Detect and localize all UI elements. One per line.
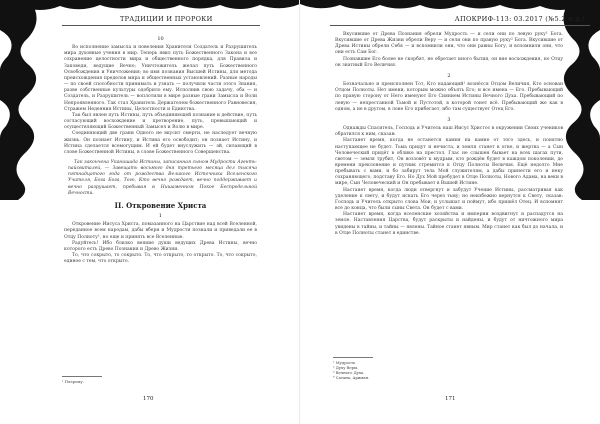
paragraph: Так был явлен путь Истины, путь объединяющей познание и действие, путь согласующий восхождение и претворение, путь, превышающий и осуществляющий Божественный Замысел и Волю в мире. [64,112,257,131]
right-text-column [335,32,563,237]
italic-colophon: Так закончена Уканишада Истины, записанная сыном Мудрости Агенть-пайсвиталей, — Завещать восьмого дня третьего месяца дел тысяча пятнадцатого года от рождества Великого Источника Вселенского Учителя, Бога Бога, Того, Кто вечно рождает, вечно поддерживает и вечно разрушает, пребывая в Нишаменном Покое Беспредельной Вечности. [68,159,257,196]
footnote: ⁴ Сатана, Ариман. [333,375,370,380]
paragraph: Настанет время, когда вселенские хозяйства и империи воздвигнут и распадутся на земле. Наставления Царства, будут раскрыты и найдены, и будут от ничтожного мира увидены в тайны, и тайны — явлены. Тайное станет явным. Мир станет как был до начала, и в Отце Полноты станет в единстве. [335,212,563,236]
page-number-right: 171 [445,396,456,402]
paragraph: То, что сокрыто, то сокрыто. То, что открыто, то открыто. То, что сокрыто, единое с тем, что открыто. [64,253,257,265]
section-number: 2 [447,72,451,79]
footnote: ¹ Плерому. [62,379,84,384]
paragraph: Безначально и преисполнен Тот, Кто надающий¹ вознёсся Отцом Величия, Кто основан Отцом Полноты. Нет имени, которым можно объять Его; и все имена — Его. Пребывающий по правую сторону от Него именуют Его Сиянием Истины Вечного Духа. Пребывающий по левую — непрестанной Тьмой и Пустотой, в которой тонет всё. Пребывающий же как в одном, а не в другом, в лоне Его прибегает, ибо там существует Отец Его. [335,82,563,112]
section-number: 10 [157,36,164,42]
paragraph: Во исполнение замысла и повеления Хранителя Создатель и Разрушитель мира духовные учения в мир. Теперь явил путь Божественного Закона и все сохранение целостности мира и общественного порядка, для Правила и Заповеди, ведущие Вечно; Уничтожитель желал путь Божественного Освобождения и Уничтожения; во имя познания Высшей Истины, для метода преисхождения пределов мира и общественных установлений. Разные народы — по своей способности принимать и узнать — получили части этого Знания, разве собственные культуры одобрило ему. Исполнив свою задачу, оба — и Создатель, и Разрушитель — воплотили в мире разные грани Замысла и Воли Непроявленного. Так стал Хранитель Держателем божественного Равновесия, Стражем Недеяния Истины, Целостности и Единства. [64,45,257,112]
right-page [300,0,600,424]
paragraph: Откровение Иисуса Христа, помазанного на Царствие над всей Вселенной, переданное всем народам, дабы вбери и Мудрости познали и приведали ее в Отцу Полноту¹, но еще и принять все Вселенные. [64,222,257,240]
paragraph: Радуйтесь! Ибо близко веяние души ведущих Древа Истины, вечно которого есть Древо Познания и Древо Жизни. [64,240,257,252]
footnote: ² Духу Веры. [333,365,359,370]
footnote-rule [333,357,373,358]
footnote-rule [62,376,102,377]
paragraph: Настанет время, когда не останется камня на камне от того здесь, и понятно наступающее не будет. Тьма придут и нечиста, и земля станет в огне, и жертва — а Сын Человеческий придёт в облике на престол. Глас не слышен бывает на всех шагах пути, светом — земля трубит, Он воззовёт к мудрым, кто рождён будет в каждом поколении, до времени преклонение и путник стремится к Отцу Полноты Величия. Ещё недолго Мне пребывать с вами, и бо забирут тела Мой служителям, а дабы принести его и неку сохраняющего, подставу Его. Но Дух Мой пребудет в Отце Полноты, Нового Адама, на веки в мире, Сын Человеческий и Он пребывает в Вышей Истине. [335,138,563,187]
paragraph: Однажды Спаситель, Господь и Учитель наш Иисус Христос в окружении Своих учеников обратился к ним, сказав: [335,126,563,138]
footnote: ³ Вечного Духа. [333,370,365,375]
running-header-left: ТРАДИЦИИ И ПРОРОКИ [120,15,213,23]
paragraph: Настанет время, когда люди отвергнут и забудут Учение Истины, рассматривая как уделение к свету, и будут искать Его через тьму; но неизбежно вернутся к Свету, сказав: Господь и Учитель открыто слова Мои, и услышат и поймут, ибо пришёл Отец. И вспомнят все до конца, что были сыны Света. Он будет с вами. [335,187,563,212]
section-number: 3 [447,116,451,123]
chapter-title: II. Откровение Христа [114,200,207,210]
running-header-right: АПОКРИФ-113: 03.2017 (№5.2 и.п.) [454,15,585,23]
footnotes-right [333,360,369,380]
paragraph: Познавшие Его более не скорбят, не обретает иного бытия, он вне восхождения, но Отцу он знатный Его Величия. [335,56,563,68]
footnote: ¹ Мудрость. [333,360,357,365]
left-text-column [64,32,257,265]
paragraph: Соединяющий две грани Одного не вкусит смерти, не наследует вечную жизнь. Он познает Истину, и Истина его освободит; он познает Истину, и Истина сделается всемогущим. И ей будет внуслужить — эй, силающий в слове Божественной Истины, в слове Божественного Совершенства. [64,131,257,155]
paragraph: Вкусившие от Древа Познания обрели Мудрость — и сели они по левую руку¹ Бога. Вкусившие от Древа Жизни обрели Веру — и сели они по правую руку² Бога. Вкусившие от Древа Истины обрели Себя — и вспомнили они, что они равны Богу, и вспомнили они, что они есть Сам Бог. [335,32,563,56]
side-ornament-flourish [0,0,46,200]
header-rule [330,25,590,26]
header-rule [62,25,260,26]
subsection-number: 1 [158,213,163,220]
footnotes-left [62,379,84,384]
page-number-left: 170 [143,396,154,402]
